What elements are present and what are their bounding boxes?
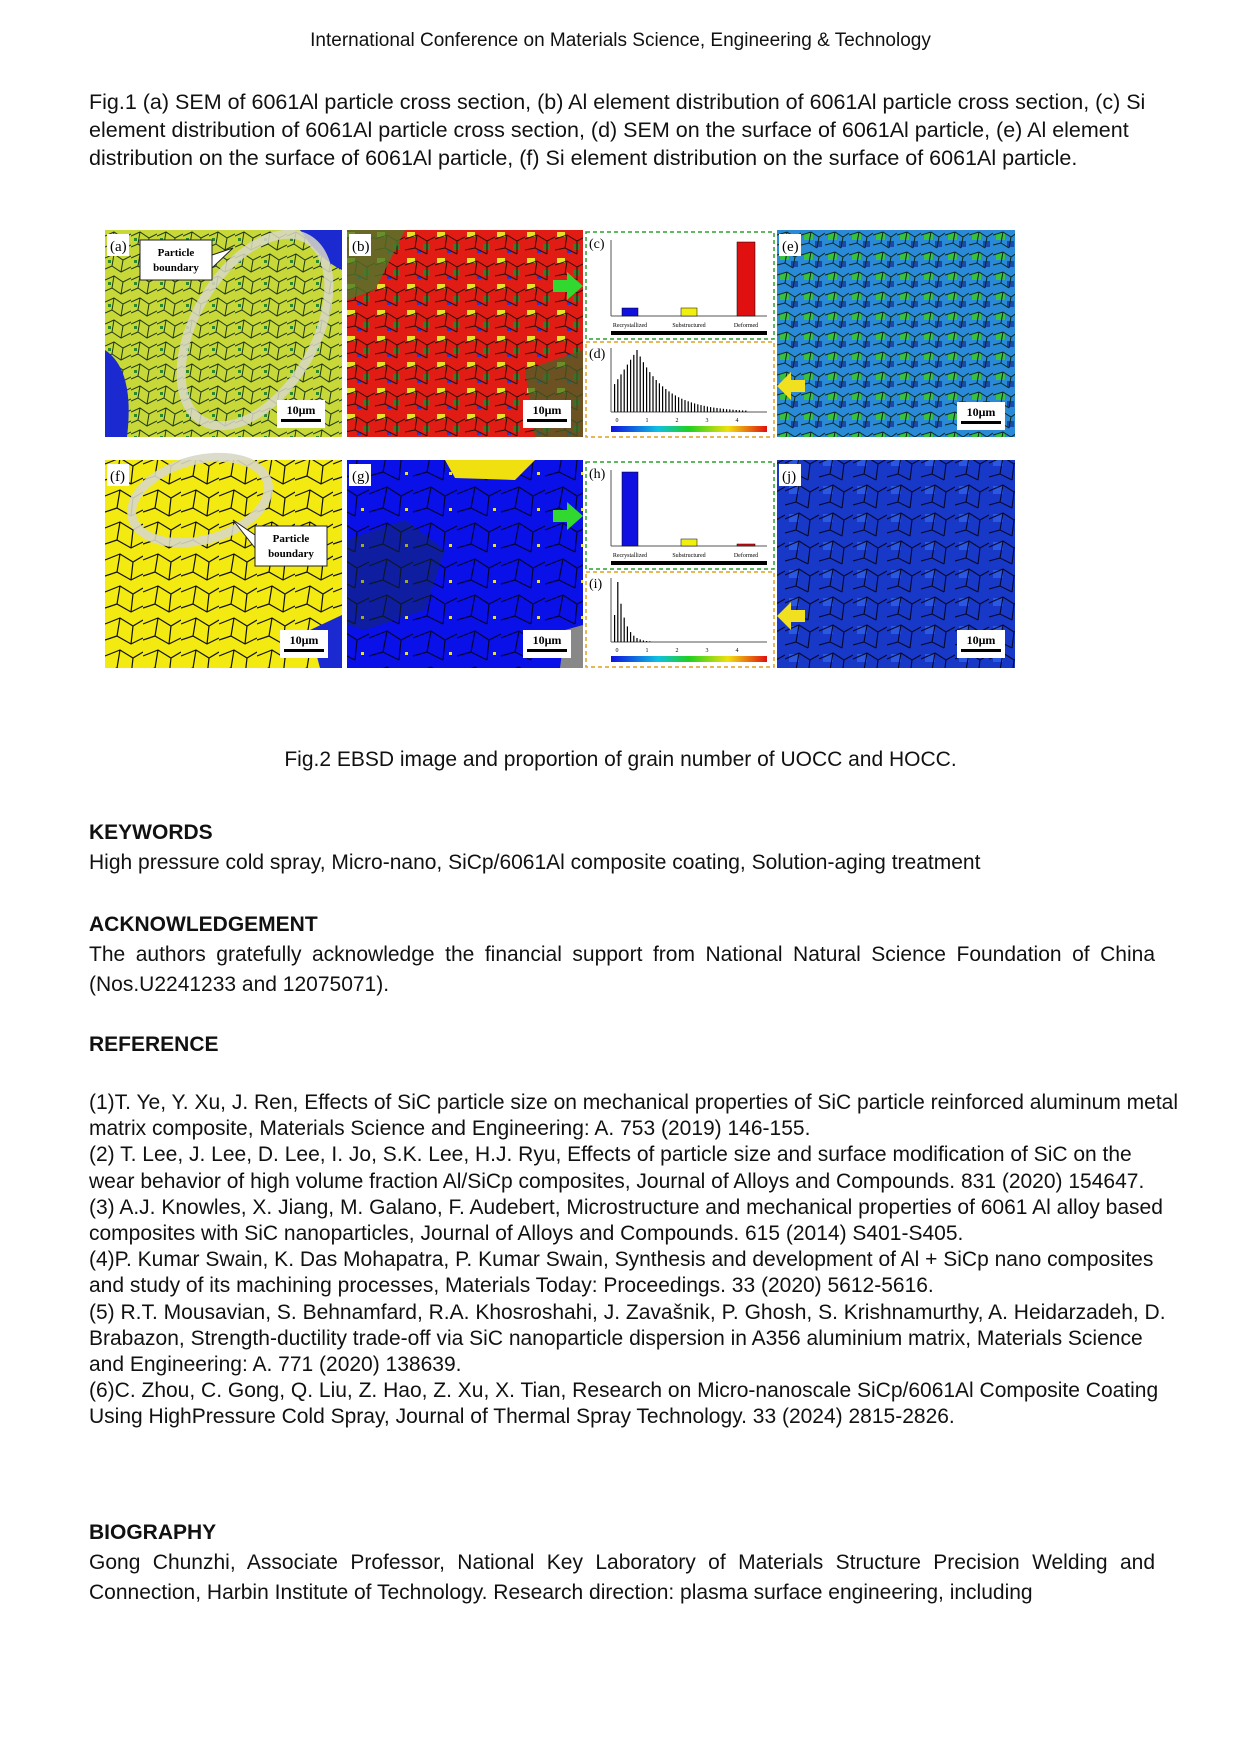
- histogram-bar: [720, 408, 721, 412]
- acknowledgement-heading: ACKNOWLEDGEMENT: [89, 913, 318, 936]
- panel-h-cat-2: Substructured: [672, 553, 706, 559]
- histogram-bar: [704, 406, 705, 412]
- panel-i-tick-0: 0: [615, 648, 619, 654]
- biography-heading: BIOGRAPHY: [89, 1521, 217, 1544]
- reference-item-3: (3) A.J. Knowles, X. Jiang, M. Galano, F. Audebert, Microstructure and mechanical properties of 6061 Al alloy based composites with SiC nanoparticles, Journal of Alloys and Compounds. 615 (2014) S401-S405.: [89, 1195, 1163, 1246]
- callout-f-line2: boundary: [268, 548, 314, 560]
- histogram-bar: [739, 410, 740, 412]
- reference-list: [89, 1090, 1179, 1431]
- histogram-bar: [684, 400, 685, 412]
- panel-i-tick-1: 1: [645, 648, 649, 654]
- panel-e: [777, 230, 1015, 437]
- histogram-bar: [636, 638, 637, 642]
- panel-b-label: (b): [352, 239, 370, 255]
- panel-h-cat-1: Recrystallized: [612, 553, 648, 559]
- panel-b-scale-bar: 10μm: [532, 403, 562, 417]
- panel-a-scale-bar: 10μm: [286, 403, 316, 417]
- histogram-bar: [675, 395, 676, 412]
- panel-d-tick-0: 0: [615, 418, 619, 424]
- histogram-bar: [649, 641, 650, 642]
- histogram-bar: [624, 370, 625, 413]
- keywords-section: [89, 818, 1155, 878]
- ebsd-figure: [105, 230, 1141, 720]
- reference-heading: REFERENCE: [89, 1033, 219, 1056]
- histogram-bar: [633, 355, 634, 412]
- panel-i-label: (i): [589, 577, 603, 592]
- callout-f-line1: Particle: [272, 533, 310, 545]
- histogram-bar: [691, 402, 692, 412]
- histogram-bar: [736, 410, 737, 412]
- panel-f: [105, 443, 342, 668]
- histogram-bar: [627, 365, 628, 412]
- panel-c-bar-deformed: [737, 242, 755, 316]
- panel-e-scale-bar: 10μm: [966, 405, 996, 419]
- histogram-bar: [617, 379, 618, 412]
- histogram-bar: [627, 626, 628, 642]
- reference-item-5: (5) R.T. Mousavian, S. Behnamfard, R.A. Khosroshahi, J. Zavašnik, P. Ghosh, S. Krishnamurthy, A. Heidarzadeh, D. Brabazon, Strength-ductility trade-off via SiC nanoparticle dispersion in A356 aluminium matrix, Materials Science and Engineering: A. 771 (2020) 138639.: [89, 1300, 1166, 1377]
- histogram-bar: [662, 386, 663, 412]
- keywords-text: High pressure cold spray, Micro-nano, SiCp/6061Al composite coating, Solution-aging treatment: [89, 851, 981, 874]
- panel-c-bar-recrystallized: [622, 308, 638, 316]
- panel-h-cat-3: Deformed: [733, 553, 759, 559]
- panel-c-label: (c): [589, 237, 605, 252]
- histogram-bar: [646, 641, 647, 642]
- biography-text: Gong Chunzhi, Associate Professor, National Key Laboratory of Materials Structure Precision Welding and Connection, Harbin Institute of Technology. Research direction: plasma surface engineering, including: [89, 1551, 1155, 1604]
- histogram-bar: [659, 383, 660, 412]
- histogram-bar: [688, 401, 689, 412]
- panel-h-bar-deformed: [737, 544, 755, 546]
- panel-c-cat-2: Substructured: [672, 323, 706, 329]
- panel-c: [586, 232, 774, 339]
- panel-f-scale-bar: 10μm: [289, 633, 319, 647]
- panel-c-bar-substructured: [681, 308, 697, 316]
- panel-g: [347, 460, 583, 668]
- histogram-bar: [643, 362, 644, 412]
- panel-j-scale-bar: 10μm: [966, 633, 996, 647]
- histogram-bar: [723, 409, 724, 412]
- panel-a-label: (a): [110, 239, 127, 255]
- panel-d-tick-3: 3: [705, 418, 709, 424]
- panel-d-tick-4: 4: [735, 418, 739, 424]
- histogram-bar: [697, 404, 698, 412]
- histogram-bar: [646, 367, 647, 412]
- histogram-bar: [649, 372, 650, 412]
- panel-d-tick-1: 1: [645, 418, 649, 424]
- panel-d: [586, 342, 774, 437]
- biography-section: [89, 1518, 1155, 1608]
- keywords-heading: KEYWORDS: [89, 821, 213, 844]
- histogram-bar: [672, 394, 673, 413]
- histogram-bar: [665, 389, 666, 412]
- histogram-bar: [716, 408, 717, 412]
- panel-a: [105, 230, 359, 451]
- histogram-bar: [620, 604, 621, 642]
- histogram-bar: [707, 407, 708, 413]
- histogram-bar: [668, 391, 669, 412]
- histogram-bar: [713, 408, 714, 412]
- panel-d-tick-2: 2: [675, 418, 679, 424]
- histogram-bar: [726, 409, 727, 412]
- histogram-bar: [745, 411, 746, 413]
- reference-item-2: (2) T. Lee, J. Lee, D. Lee, I. Jo, S.K. Lee, H.J. Ryu, Effects of particle size and surface modification of SiC on the wear behavior of high volume fraction Al/SiCp composites, Journal of Alloys and Compounds. 831 (2020) 154647.: [89, 1143, 1145, 1193]
- conference-header: International Conference on Materials Science, Engineering & Technology: [310, 30, 931, 51]
- panel-i-tick-4: 4: [735, 648, 739, 654]
- histogram-bar: [700, 405, 701, 412]
- histogram-bar: [710, 407, 711, 412]
- histogram-bar: [732, 410, 733, 412]
- histogram-bar: [614, 384, 615, 412]
- panel-e-label: (e): [782, 239, 799, 255]
- histogram-bar: [694, 403, 695, 412]
- panel-j: [777, 460, 1015, 668]
- histogram-bar: [640, 357, 641, 413]
- panel-g-scale-bar: 10μm: [532, 633, 562, 647]
- histogram-bar: [656, 380, 657, 412]
- callout-a-line2: boundary: [153, 262, 199, 274]
- fig1-caption: Fig.1 (a) SEM of 6061Al particle cross section, (b) Al element distribution of 6061Al particle cross section, (c) Si element distribution of 6061Al particle cross section, (d) SEM on the surface of 6061Al particle, (e) Al element distribution on the surface of 6061Al particle, (f) Si element distribution on the surface of 6061Al particle.: [89, 90, 1146, 170]
- reference-item-6: (6)C. Zhou, C. Gong, Q. Liu, Z. Hao, Z. Xu, X. Tian, Research on Micro-nanoscale SiCp/6061Al Composite Coating Using HighPressure Cold Spray, Journal of Thermal Spray Technology. 33 (2024) 2815-2826.: [89, 1379, 1159, 1429]
- panel-i-tick-3: 3: [705, 648, 709, 654]
- histogram-bar: [633, 636, 634, 642]
- reference-item-1: (1)T. Ye, Y. Xu, J. Ren, Effects of SiC particle size on mechanical properties of SiC particle reinforced aluminum metal matrix composite, Materials Science and Engineering: A. 753 (2019) 146-155.: [89, 1091, 1179, 1141]
- panel-i: [586, 572, 774, 667]
- histogram-bar: [617, 582, 618, 642]
- histogram-bar: [624, 618, 625, 642]
- histogram-bar: [630, 632, 631, 642]
- panel-j-label: (j): [782, 469, 797, 485]
- panel-h: [586, 462, 774, 569]
- panel-f-label: (f): [110, 469, 125, 485]
- panel-h-label: (h): [589, 467, 606, 482]
- acknowledgement-section: [89, 910, 1155, 1000]
- panel-h-bar-recrystallized: [622, 472, 638, 546]
- ebsd-figure-svg: [105, 230, 1141, 720]
- panel-d-label: (d): [589, 347, 606, 362]
- reference-item-4: (4)P. Kumar Swain, K. Das Mohapatra, P. Kumar Swain, Synthesis and development of Al + SiCp nano composites and study of its machining processes, Materials Today: Proceedings. 33 (2020) 5612-5616.: [89, 1248, 1154, 1298]
- fig2-caption: Fig.2 EBSD image and proportion of grain number of UOCC and HOCC.: [284, 748, 957, 771]
- histogram-bar: [630, 360, 631, 412]
- histogram-bar: [681, 399, 682, 412]
- panel-c-cat-1: Recrystallized: [612, 323, 648, 329]
- histogram-bar: [640, 639, 641, 642]
- histogram-bar: [643, 640, 644, 642]
- panel-i-tick-2: 2: [675, 648, 679, 654]
- histogram-bar: [614, 615, 615, 642]
- histogram-bar: [678, 397, 679, 412]
- panel-c-cat-3: Deformed: [733, 323, 759, 329]
- callout-a-line1: Particle: [157, 247, 195, 259]
- histogram-bar: [636, 350, 637, 412]
- histogram-bar: [729, 409, 730, 412]
- histogram-bar: [652, 376, 653, 412]
- histogram-bar: [620, 374, 621, 412]
- panel-b: [347, 230, 583, 437]
- histogram-bar: [742, 410, 743, 412]
- panel-g-label: (g): [352, 469, 370, 485]
- acknowledgement-text: The authors gratefully acknowledge the financial support from National Natural Science Foundation of China (Nos.U2241233 and 12075071).: [89, 943, 1155, 996]
- panel-h-bar-substructured: [681, 539, 697, 546]
- reference-section: [89, 1030, 1155, 1060]
